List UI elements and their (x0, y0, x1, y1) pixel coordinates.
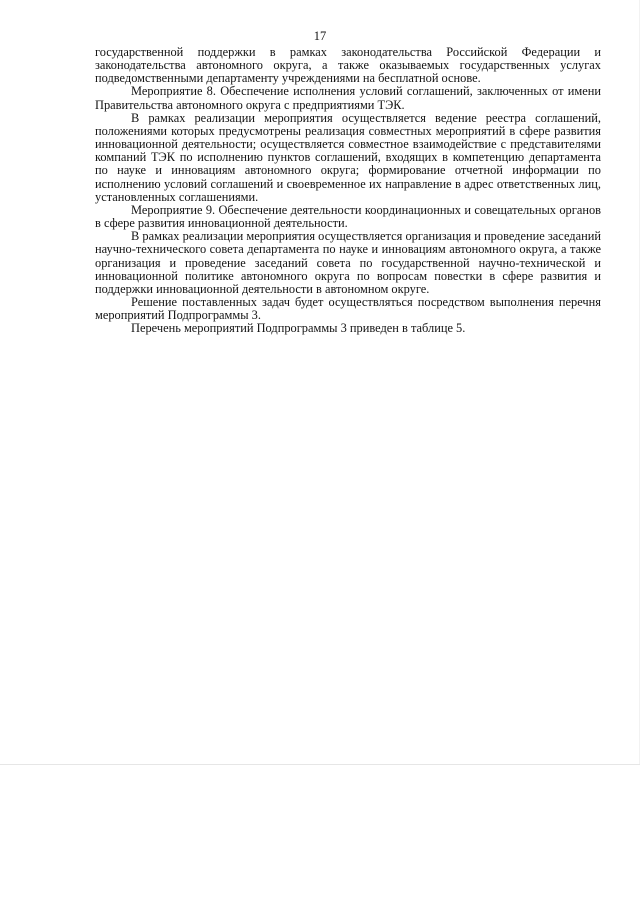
paragraph-measure-9-description: В рамках реализации мероприятия осуществляется организация и проведение заседаний научно-технического совета департамента по науке и инновациям автономного округа, а также организация и проведение заседаний совета по государственной научно-технической и инновационной политике автономного округа по вопросам повестки в сфере развития и поддержки инновационной деятельности в автономном округе. (95, 229, 601, 296)
paragraph-measure-8-description: В рамках реализации мероприятия осуществляется ведение реестра соглашений, положениями которых предусмотрены реализация совместных мероприятий в сфере развития инновационной деятельности; осуществляется совместное взаимодействие с представителями компаний ТЭК по исполнению пунктов соглашений, входящих в компетенцию департамента по науке и инновациям автономного округа; формирование отчетной информации по исполнению условий соглашений и своевременное их направление в адрес ответственных лиц, установленных соглашениями. (95, 110, 601, 204)
page-bottom-margin (0, 765, 640, 905)
paragraph-table-reference: Перечень мероприятий Подпрограммы 3 приведен в таблице 5. (131, 321, 466, 336)
paragraph-state-support-continuation: государственной поддержки в рамках законодательства Российской Федерации и законодательства автономного округа, а также оказываемых государственных услугах подведомственными департаменту учреждениями на бесплатной основе. (95, 45, 601, 86)
document-body (95, 46, 601, 335)
paragraph-tasks-solution: Решение поставленных задач будет осуществляться посредством выполнения перечня мероприятий Подпрограммы 3. (95, 294, 601, 323)
paragraph-measure-8-title: Мероприятие 8. Обеспечение исполнения условий соглашений, заключенных от имени Правительства автономного округа с предприятиями ТЭК. (95, 84, 601, 112)
paragraph-measure-9-title: Мероприятие 9. Обеспечение деятельности координационных и совещательных органов в сфере развития инновационной деятельности. (95, 202, 601, 231)
page-number: 17 (313, 29, 327, 43)
